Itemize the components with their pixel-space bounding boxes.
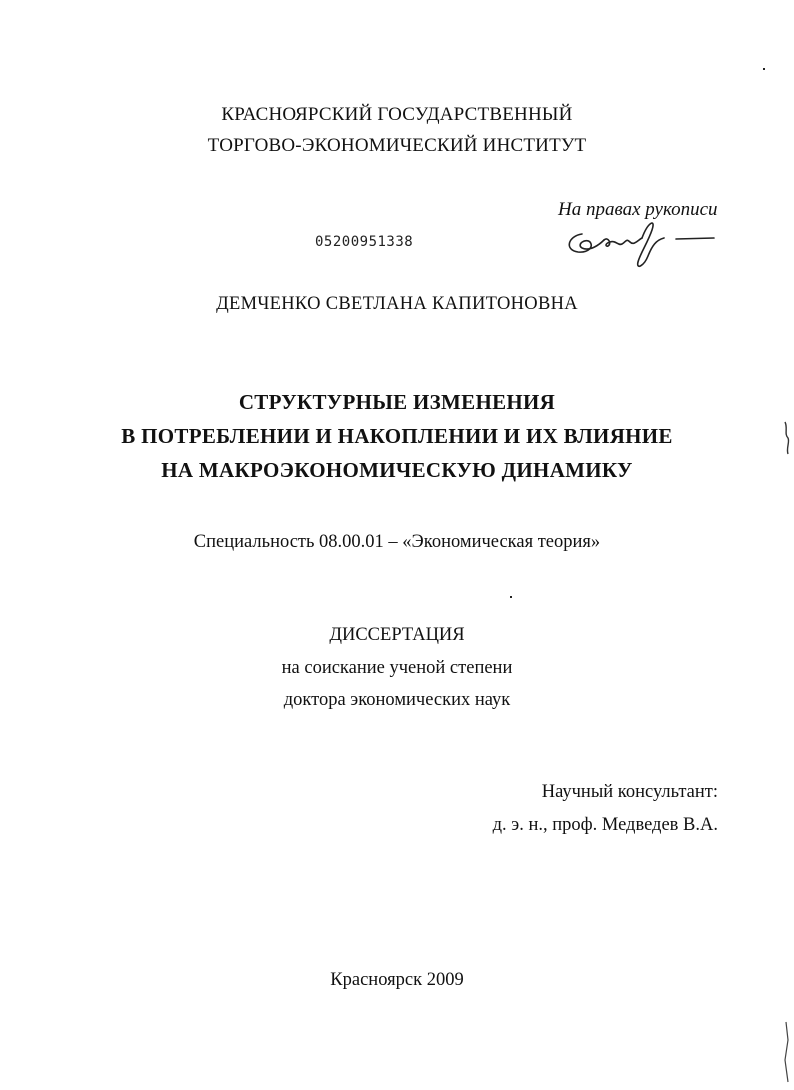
title-line-2: В ПОТРЕБЛЕНИИ И НАКОПЛЕНИИ И ИХ ВЛИЯНИЕ [121, 424, 673, 448]
manuscript-rights-note: На правах рукописи [558, 199, 718, 220]
title-line-1: СТРУКТУРНЫЕ ИЗМЕНЕНИЯ [238, 390, 556, 414]
institute-name-line-2: ТОРГОВО-ЭКОНОМИЧЕСКИЙ ИНСТИТУТ [207, 135, 587, 156]
institute-name-line-1: КРАСНОЯРСКИЙ ГОСУДАРСТВЕННЫЙ [221, 104, 573, 125]
author-name: ДЕМЧЕНКО СВЕТЛАНА КАПИТОНОВНА [216, 294, 578, 314]
dissertation-field-line: доктора экономических наук [283, 690, 511, 710]
consultant-name: д. э. н., проф. Медведев В.А. [492, 815, 718, 835]
place-and-year: Красноярск 2009 [330, 970, 464, 990]
scan-speck [510, 596, 512, 598]
scan-speck [763, 68, 765, 70]
title-line-3: НА МАКРОЭКОНОМИЧЕСКУЮ ДИНАМИКУ [161, 458, 633, 482]
scan-edge-mark [782, 420, 792, 456]
consultant-label: Научный консультант: [541, 782, 718, 802]
author-signature [560, 214, 720, 272]
dissertation-heading: ДИССЕРТАЦИЯ [329, 625, 465, 645]
scan-edge-mark [782, 1020, 792, 1085]
document-code: 05200951338 [315, 234, 414, 250]
dissertation-degree-line: на соискание ученой степени [281, 658, 513, 678]
specialty: Специальность 08.00.01 – «Экономическая теория» [193, 532, 601, 552]
